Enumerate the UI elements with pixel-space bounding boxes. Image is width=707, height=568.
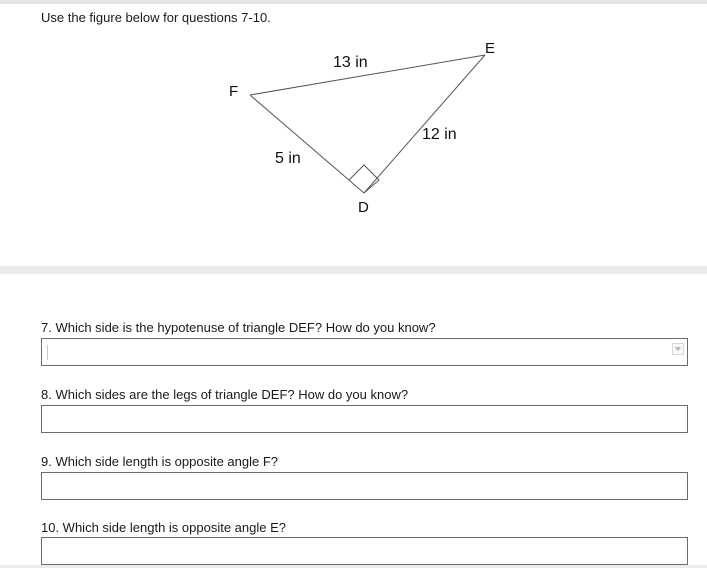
side-fd xyxy=(250,95,364,193)
side-label-fd: 5 in xyxy=(275,150,301,167)
triangle-figure xyxy=(200,30,520,230)
answer-field-9[interactable] xyxy=(41,472,688,500)
text-cursor xyxy=(47,345,48,360)
dropdown-arrow-icon[interactable] xyxy=(672,343,684,355)
answer-field-10[interactable] xyxy=(41,537,688,565)
answer-field-8[interactable] xyxy=(41,405,688,433)
right-angle-marker xyxy=(349,165,379,193)
side-label-de: 12 in xyxy=(422,126,457,143)
instructions-text: Use the figure below for questions 7-10. xyxy=(41,10,271,25)
top-border xyxy=(0,0,707,4)
vertex-label-e: E xyxy=(485,40,496,57)
vertex-label-d: D xyxy=(358,199,369,216)
question-10: 10. Which side length is opposite angle E? xyxy=(41,520,286,535)
answer-field-7[interactable] xyxy=(41,338,688,366)
question-8: 8. Which sides are the legs of triangle DEF? How do you know? xyxy=(41,387,409,402)
vertex-label-f: F xyxy=(229,83,239,100)
side-de xyxy=(364,55,485,193)
question-7: 7. Which side is the hypotenuse of triangle DEF? How do you know? xyxy=(41,320,436,335)
section-divider xyxy=(0,266,707,274)
side-label-fe: 13 in xyxy=(333,54,368,71)
question-9: 9. Which side length is opposite angle F? xyxy=(41,454,279,469)
